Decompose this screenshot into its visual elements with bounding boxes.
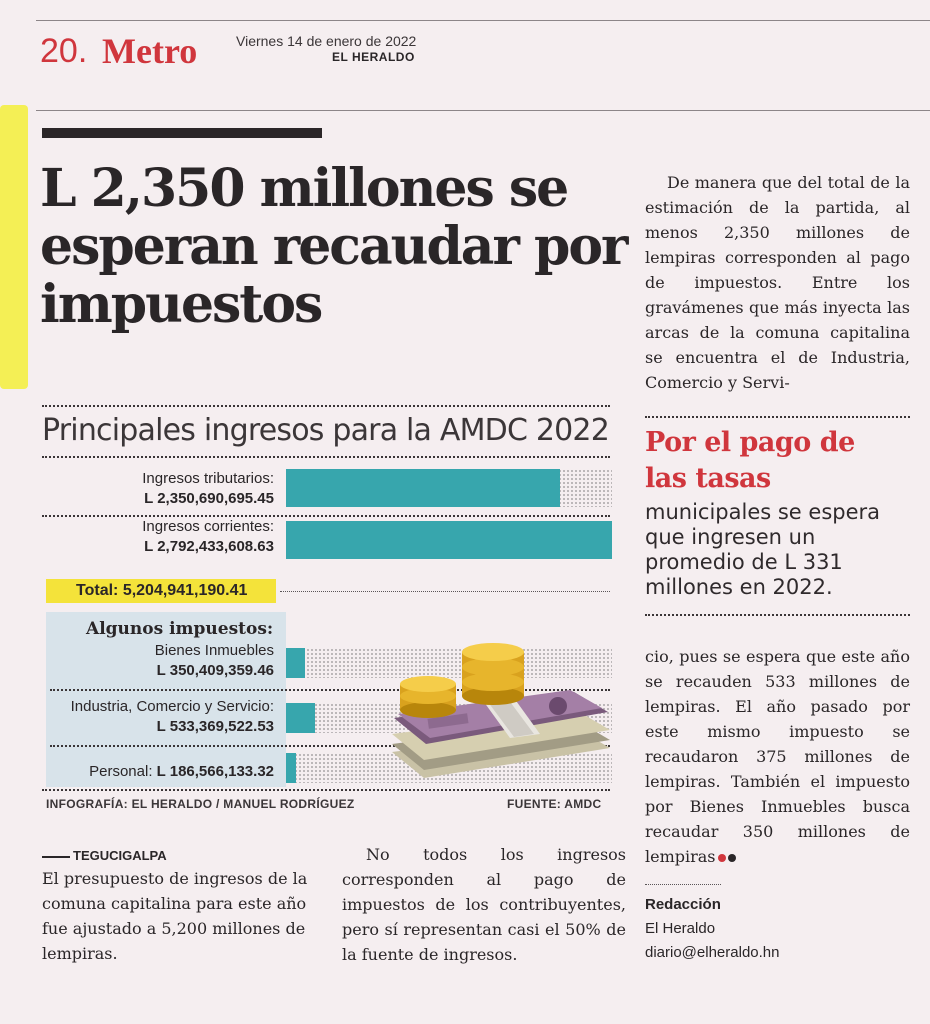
byline-email: diario@elheraldo.hn (645, 944, 780, 961)
category-label: Personal: (89, 763, 153, 780)
category-label: Ingresos tributarios: (142, 470, 274, 487)
bar-ingresos-corrientes (286, 521, 612, 559)
bar-label-industria-comercio (50, 697, 274, 737)
category-label: Bienes Inmuebles (154, 642, 274, 659)
top-rule (36, 20, 930, 21)
column-1-text: El presupuesto de ingresos de la comuna capitalina para este año fue ajustado a 5,200 millones de lempiras. (42, 869, 308, 963)
category-label: Ingresos corrientes: (142, 518, 274, 535)
bar-track-ingresos-tributarios (286, 469, 612, 507)
infographic-top-rule (42, 405, 610, 407)
column-3-top-text: De manera que del total de la estimación de la partida, al menos 2,350 millones de lempiras corresponden al pago de impuestos. Entre los gravámenes que más inyecta las arcas de la comuna capitalina se encuentra el de Industria, Comercio y Servi- (645, 173, 910, 392)
bar-bienes-inmuebles (286, 648, 305, 678)
bar-label-bienes-inmuebles (50, 641, 274, 681)
column-3-bottom-text: cio, pues se espera que este año se recauden 533 millones de lempiras. El año pasado por este mismo impuesto se recaudaron 375 millones de lempiras. También el impuesto por Bienes Inmuebles busca recaudar 350 millones de lempiras (645, 647, 910, 866)
value-label: L 186,566,133.32 (156, 763, 274, 780)
bar-track-ingresos-corrientes (286, 521, 612, 559)
bar-industria-comercio (286, 703, 315, 733)
byline-title: Redacción (645, 896, 721, 913)
value-label: L 2,792,433,608.63 (144, 538, 274, 555)
subhead-top-rule (645, 416, 910, 418)
pull-quote: municipales se espera que ingresen un promedio de L 331 millones en 2022. (645, 500, 881, 599)
dateline-text: TEGUCIGALPA (73, 848, 167, 863)
dateline-rule (42, 856, 70, 858)
byline-rule (645, 884, 721, 885)
subhead: Por el pago de las tasas (645, 427, 855, 494)
coin-stack-right (462, 643, 524, 705)
total-value: 5,204,941,190.41 (122, 582, 248, 599)
bar-ingresos-tributarios (286, 469, 560, 507)
section-name: Metro (102, 31, 198, 71)
bar-label-personal (50, 762, 274, 782)
infographic-title-rule (42, 456, 610, 458)
newspaper-name: EL HERALDO (332, 50, 415, 64)
headline: L 2,350 millones se esperan recaudar por impuestos (40, 158, 627, 335)
coin-stack-left (400, 676, 456, 718)
total-rule (280, 591, 610, 592)
total-label: Total: (76, 582, 119, 599)
highlighter-mark (0, 105, 28, 389)
taxes-group-title: Algunos impuestos: (86, 619, 274, 639)
byline-org: El Heraldo (645, 920, 716, 937)
page-number: 20. (40, 32, 88, 70)
bar-label-ingresos-tributarios (50, 469, 274, 509)
infographic-bottom-rule (42, 789, 610, 791)
dateline (42, 848, 167, 863)
bar-label-ingresos-corrientes (50, 517, 274, 557)
value-label: L 2,350,690,695.45 (144, 490, 274, 507)
category-label: Industria, Comercio y Servicio: (70, 698, 274, 715)
end-mark-red (718, 854, 726, 862)
infographic-source: FUENTE: AMDC (507, 797, 602, 811)
value-label: L 350,409,359.46 (156, 662, 274, 679)
infographic-title: Principales ingresos para la AMDC 2022 (42, 413, 610, 448)
end-mark-black (728, 854, 736, 862)
headline-bar (42, 128, 322, 138)
column-3-bottom (645, 644, 910, 869)
infographic-credit: INFOGRAFÍA: EL HERALDO / MANUEL RODRÍGUEZ (46, 797, 355, 811)
value-label: L 533,369,522.53 (156, 718, 274, 735)
total-box (46, 579, 276, 603)
header-rule (36, 110, 930, 111)
bar-personal (286, 753, 296, 783)
publication-date: Viernes 14 de enero de 2022 (236, 33, 417, 49)
subhead-bottom-rule (645, 614, 910, 616)
money-coins-icon (388, 640, 616, 786)
byline (645, 893, 779, 965)
column-2-text: No todos los ingresos corresponden al pago de impuestos de los contribuyentes, pero sí representan casi el 50% de la fuente de ingresos. (342, 845, 626, 964)
